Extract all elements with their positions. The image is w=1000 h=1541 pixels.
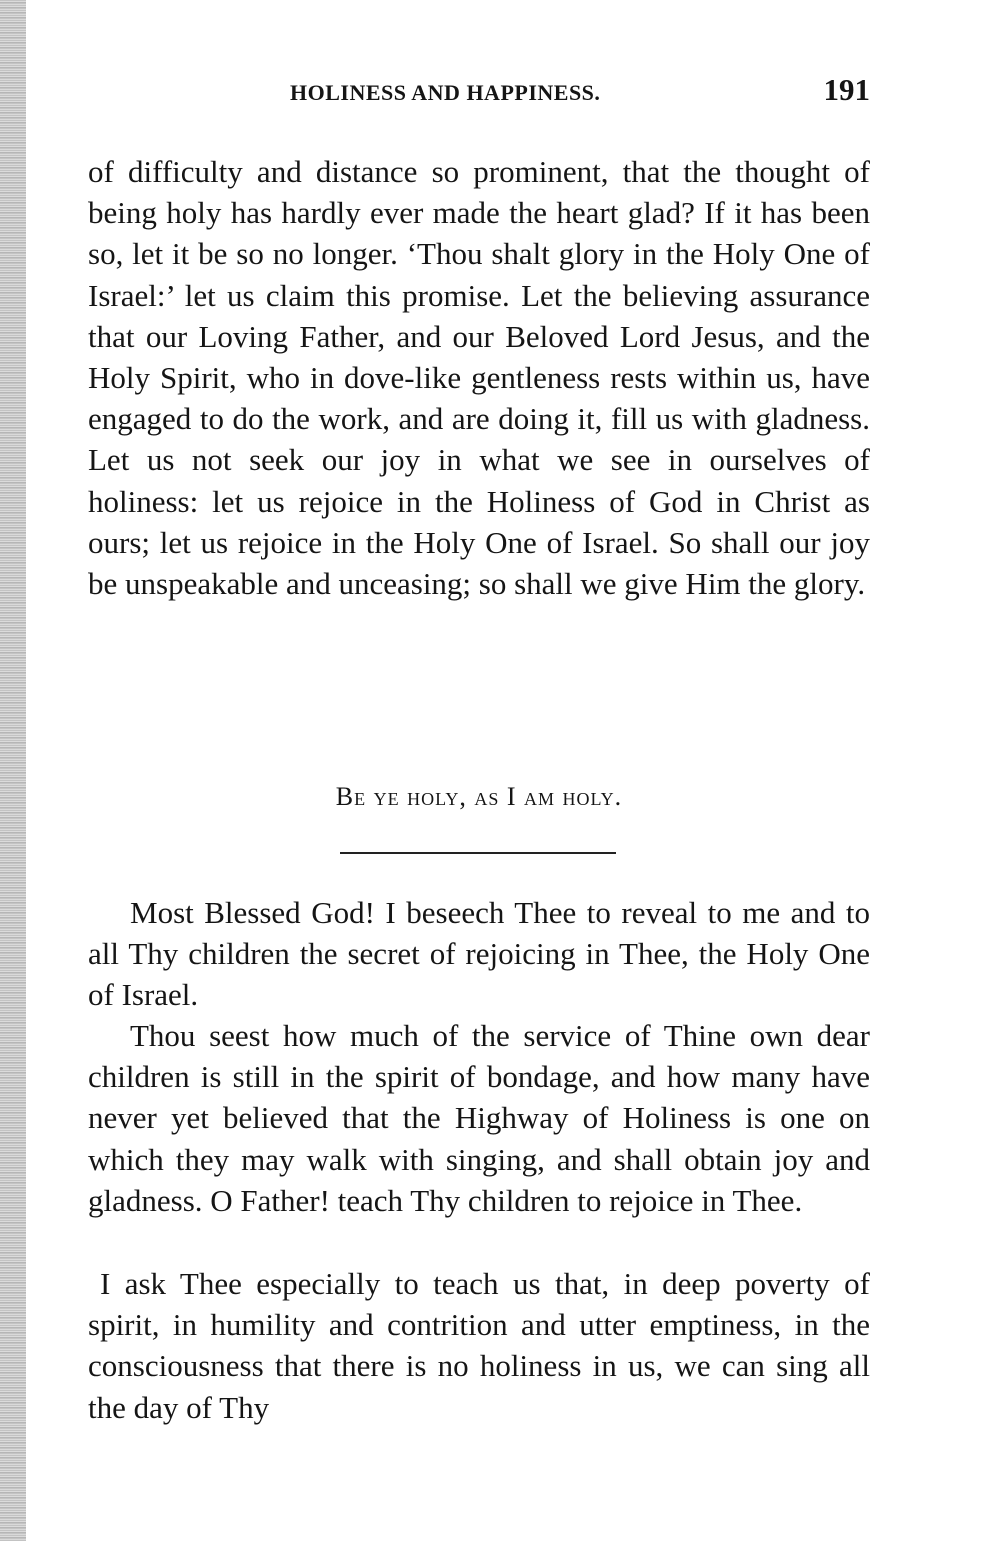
body-paragraph-1: of difficulty and distance so prominent, that the thought of being holy has hardly ever made the heart glad? If it has been so, let it be so no longer. ‘Thou shalt glory in the Holy One of Israel:’ let us claim this promise. Let the believing assurance that our Loving Father, and our Beloved Lord Jesus, and the Holy Spirit, who in dove-like gentleness rests within us, have engaged to do the work, and are doing it, fill us with gladness. Let us not seek our joy in what we see in ourselves of holiness: let us rejoice in the Holiness of God in Christ as ours; let us rejoice in the Holy One of Israel. So shall our joy be unspeakable and unceasing; so shall we give Him the glory. <box>88 154 870 602</box>
motto-line: Be ye holy, as I am holy. <box>335 782 623 811</box>
page-edge-scan-artifact <box>0 0 26 1541</box>
prayer-paragraph-3: I ask Thee especially to teach us that, in deep poverty of spirit, in humility and contrition and utter emptiness, in the consciousness that there is no holiness in us, we can sing all the day of Thy <box>88 1266 870 1425</box>
running-title: HOLINESS AND HAPPINESS. <box>290 80 601 105</box>
page-number: 191 <box>823 72 870 107</box>
page-header <box>88 70 870 110</box>
prayer-paragraph-1: Most Blessed God! I beseech Thee to reveal to me and to all Thy children the secret of rejoicing in Thee, the Holy One of Israel. <box>88 895 870 1013</box>
section-divider <box>340 852 616 854</box>
prayer-paragraph-2: Thou seest how much of the service of Thine own dear children is still in the spirit of bondage, and how many have never yet believed that the Highway of Holiness is one on which they may walk with singing, and shall obtain joy and gladness. O Father! teach Thy children to rejoice in Thee. <box>88 1018 870 1218</box>
